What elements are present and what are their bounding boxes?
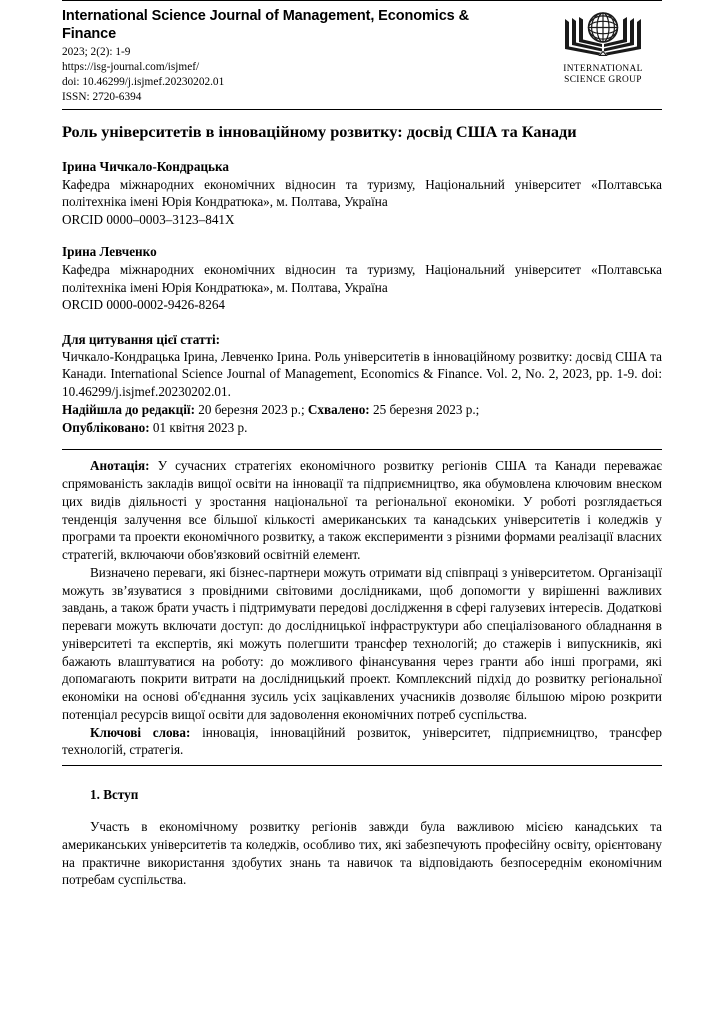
approved-label: Схвалено: [307,401,370,417]
citation-heading: Для цитування цієї статті: [62,331,221,347]
issue-line: 2023; 2(2): 1-9 [62,46,131,59]
received-label: Надійшла до редакції: [62,401,195,417]
published-label: Опубліковано: [62,419,150,435]
author-name: Ірина Левченко [62,244,157,260]
citation-dates-line [62,401,662,419]
author-name: Ірина Чичкало-Кондрацька [62,158,230,174]
abstract-bottom-rule [62,765,662,766]
doi-line[interactable]: doi: 10.46299/j.isjmef.20230202.01 [62,76,225,89]
published-value: 01 квітня 2023 р. [149,419,248,435]
author-orcid[interactable]: ORCID 0000–0003–3123–841X [62,211,235,227]
journal-metadata [62,45,492,105]
author-block-1 [62,158,662,228]
abstract-section [62,450,662,765]
approved-value: 25 березня 2023 р.; [369,401,480,417]
citation-block [62,331,662,437]
section-heading-introduction: 1. Вступ [90,787,139,803]
keywords-label: Ключові слова: [90,724,191,740]
citation-text: Чичкало-Кондрацька Ірина, Левченко Ірина. Роль університетів в інноваційному розвитку: досвід США та Канади. International Science Journal of Management, Economics & Finance. Vol. 2, No. 2, 2023, pp. 1-9. doi: 10.46299/j.isjmef.20230202.01. [62,348,662,400]
introduction-paragraph-1: Участь в економічному розвитку регіонів завжди була важливою місією канадських та американських університетів та коледжів, особливо тих, які забезпечують професійну освіту, орієнтовану на практичне використання здобутих знань та навичок та відповідають безпосереднім економічним потребам суспільства. [62,819,662,888]
globe-book-icon [560,9,646,63]
article-title: Роль університетів в інноваційному розвитку: досвід США та Канади [62,122,577,142]
received-value: 20 березня 2023 р.; [194,401,308,417]
author-affiliation: Кафедра міжнародних економічних відносин та туризму, Національний університет «Полтавська політехніка імені Юрія Кондратюка», м. Полтава, Україна [62,176,662,210]
abstract-paragraph-1 [62,457,662,564]
logo-line-2: SCIENCE GROUP [564,75,642,86]
abstract-text-1: У сучасних стратегіях економічного розвитку регіонів США та Канади переважає спрямованість закладів вищої освіти на інновації та підприємництво, яка обумовлена ключовим внеском цих видів діяльності у зростання національної та регіональної економіки. У роботі розглядається тенденція залучення все більшої кількості американських та канадських університетів і коледжів у програми та проекти економічного розвитку, а також експерименти з різними формами реалізації власних стратегій, включаючи обов'язковий освітній елемент. [62,458,662,563]
abstract-label: Анотація: [90,458,150,474]
journal-masthead [62,1,662,105]
logo-text-block [544,64,662,86]
keywords-paragraph [62,724,662,760]
logo-line-1: INTERNATIONAL [563,64,643,74]
keywords-value: інновація, інноваційний розвиток, університет, підприємництво, трансфер технологій, стратегія. [62,724,662,758]
header-bottom-rule [62,109,662,110]
publisher-logo [544,7,662,86]
citation-published-line [62,419,662,437]
author-orcid[interactable]: ORCID 0000-0002-9426-8264 [62,297,226,313]
abstract-paragraph-2: Визначено переваги, які бізнес-партнери можуть отримати від співпраці з університетом. Організації можуть зв’язуватися з провідними світовими дослідниками, щоб допомогти у вирішенні важливих завдань, а також брати участь і підтримувати передові дослідження в сфері галузевих інтересів. Додаткові переваги можуть включати доступ: до дослідницької інфраструктури або спеціалізованого обладнання в університеті та експертів, які можуть полегшити трансфер технологій; до стажерів і випускників, які бажають влаштуватися на роботу: до можливого фінансування через гранти або інші програми, які допомагають покрити витрати на дослідницький проект. Комплексний підхід до розвитку регіональної економіки на основі об'єднання зусиль усіх зацікавлених учасників дозволяє більшою мірою розкрити потенціал ресурсів вищої освіти для задоволення економічних потреб суспільства. [62,564,662,722]
issn-line: ISSN: 2720-6394 [62,91,142,104]
masthead-text-block [62,7,504,105]
journal-url[interactable]: https://isg-journal.com/isjmef/ [62,61,200,74]
author-affiliation: Кафедра міжнародних економічних відносин та туризму, Національний університет «Полтавська політехніка імені Юрія Кондратюка», м. Полтава, Україна [62,262,662,295]
journal-title: International Science Journal of Management, Economics & Finance [62,8,469,43]
author-block-2 [62,243,662,313]
